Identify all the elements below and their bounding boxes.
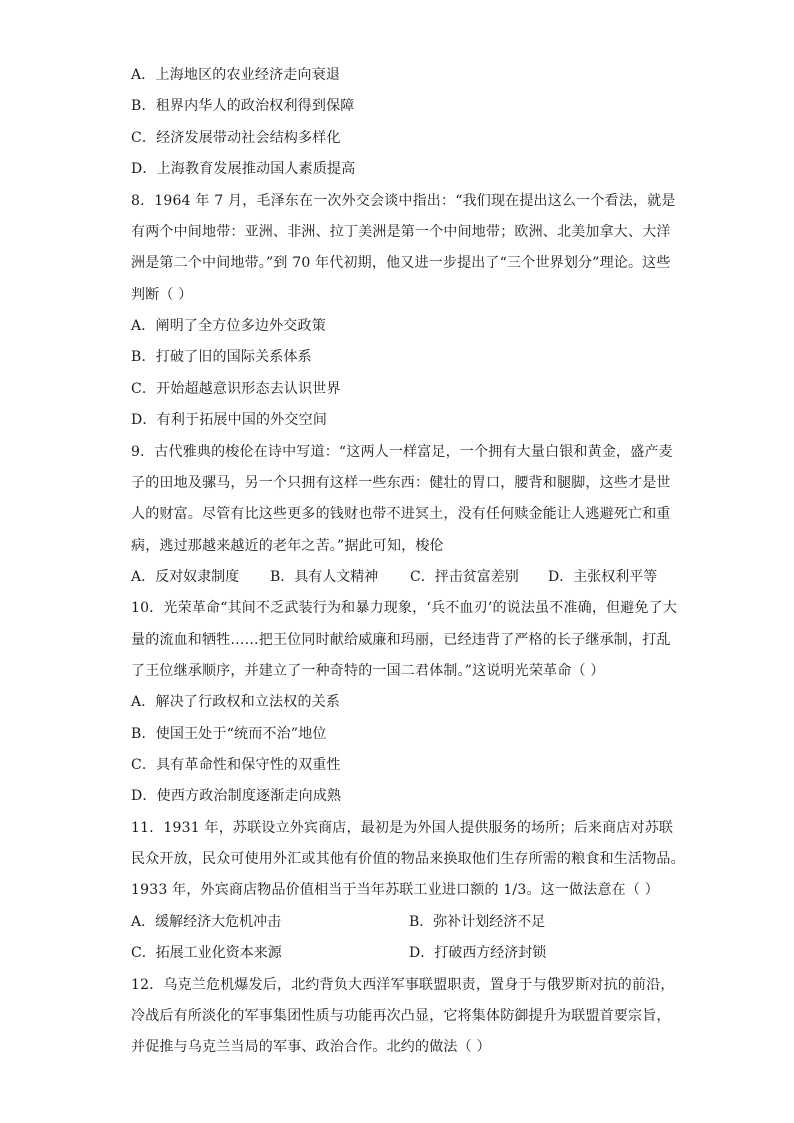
q11-option-b: B．弥补计划经济不足 — [409, 914, 546, 930]
q9-stem-line: 9．古代雅典的梭伦在诗中写道：“这两人一样富足，一个拥有大量白银和黄金，盛产麦 — [131, 444, 673, 460]
q9-option-d: D．主张权利平等 — [548, 569, 658, 585]
q11-option-c: C．拓展工业化资本来源 — [131, 945, 282, 961]
q11-stem-line: 11．1931 年，苏联设立外宾商店，最初是为外国人提供服务的场所；后来商店对苏联 — [131, 820, 674, 836]
q9-stem-line: 病，逃过那越来越近的老年之苦。”据此可知，梭伦 — [131, 538, 444, 554]
q8-option-c: C．开始超越意识形态去认识世界 — [131, 381, 341, 397]
q11-option-a: A．缓解经济大危机冲击 — [131, 914, 282, 930]
q7-option-a: A．上海地区的农业经济走向衰退 — [131, 67, 341, 83]
q9-option-a: A．反对奴隶制度 — [131, 569, 240, 585]
q9-option-c: C．抨击贫富差别 — [410, 569, 519, 585]
q7-option-d: D．上海教育发展推动国人素质提高 — [131, 161, 356, 177]
q7-option-b: B．租界内华人的政治权利得到保障 — [131, 98, 355, 114]
q12-stem-line: 冷战后有所淡化的军事集团性质与功能再次凸显，它将集体防御提升为联盟首要宗旨， — [131, 1008, 671, 1024]
q10-option-c: C．具有革命性和保守性的双重性 — [131, 757, 341, 773]
q11-stem-line: 民众开放，民众可使用外汇或其他有价值的物品来换取他们生存所需的粮食和生活物品。 — [131, 851, 685, 867]
q8-stem-line: 判断（ ） — [131, 287, 193, 303]
q10-stem-line: 了王位继承顺序，并建立了一种奇特的一国二君体制。”这说明光荣革命（ ） — [131, 663, 605, 679]
q9-stem-line: 子的田地及骡马，另一个只拥有这样一些东西：健壮的胃口，腰背和腿脚，这些才是世 — [131, 475, 671, 491]
q8-stem-line: 有两个中间地带：亚洲、非洲、拉丁美洲是第一个中间地带；欧洲、北美加拿大、大洋 — [131, 224, 671, 240]
q7-option-c: C．经济发展带动社会结构多样化 — [131, 130, 341, 146]
q9-stem-line: 人的财富。尽管有比这些更多的钱财也带不进冥土，没有任何赎金能让人逃避死亡和重 — [131, 506, 671, 522]
q8-option-d: D．有利于拓展中国的外交空间 — [131, 412, 328, 428]
q10-option-d: D．使西方政治制度逐渐走向成熟 — [131, 788, 342, 804]
q9-option-b: B．具有人文精神 — [270, 569, 379, 585]
q10-stem-line: 量的流血和牺牲……把王位同时献给威廉和玛丽，已经违背了严格的长子继承制，打乱 — [131, 632, 671, 648]
q8-stem-line: 8．1964 年 7 月，毛泽东在一次外交会谈中指出：“我们现在提出这么一个看法，就是 — [131, 193, 676, 209]
q8-option-b: B．打破了旧的国际关系体系 — [131, 349, 312, 365]
q11-option-d: D．打破西方经济封锁 — [409, 945, 547, 961]
q11-stem-line: 1933 年，外宾商店物品价值相当于当年苏联工业进口额的 1/3。这一做法意在（ ） — [131, 882, 659, 898]
q8-stem-line: 洲是第二个中间地带。”到 70 年代初期，他又进一步提出了“三个世界划分”理论。这些 — [131, 255, 671, 271]
q10-option-a: A．解决了行政权和立法权的关系 — [131, 694, 341, 710]
q10-stem-line: 10．光荣革命“其间不乏武装行为和暴力现象，‘兵不血刃’的说法虽不准确，但避免了大 — [131, 600, 678, 616]
q10-option-b: B．使国王处于“统而不治”地位 — [131, 726, 327, 742]
q12-stem-line: 12．乌克兰危机爆发后，北约背负大西洋军事联盟职责，置身于与俄罗斯对抗的前沿， — [131, 977, 675, 993]
q8-option-a: A．阐明了全方位多边外交政策 — [131, 318, 326, 334]
q12-stem-line: 并促推与乌克兰当局的军事、政治合作。北约的做法（ ） — [131, 1039, 491, 1055]
